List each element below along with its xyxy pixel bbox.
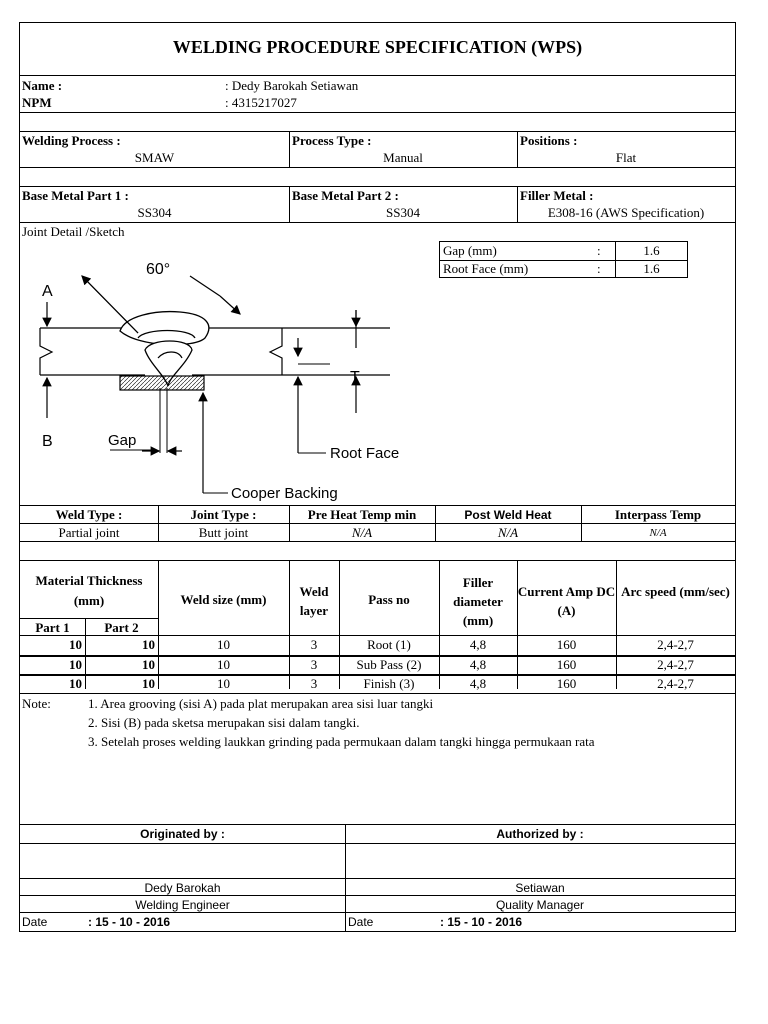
gap-sketch-label: Gap [108,432,137,449]
base-metal-1-value: SS304 [137,205,172,220]
joint-type-header: Joint Type : [190,507,257,522]
row3-layer: 3 [310,676,318,691]
copper-backing [120,376,204,390]
weld-type-value: Partial joint [58,525,120,540]
row1-arc: 2,4-2,7 [657,637,694,652]
authorized-by-label: Authorized by : [496,827,584,841]
bevel-line-right [220,296,240,314]
row2-layer: 3 [310,657,318,672]
originated-date: : 15 - 10 - 2016 [88,915,171,929]
page-title: WELDING PROCEDURE SPECIFICATION (WPS) [172,37,583,57]
name-label: Name : [22,78,63,93]
side-b-label: B [42,433,53,450]
positions-label: Positions : [520,133,578,148]
divider [20,843,735,844]
row2-size: 10 [217,657,230,672]
welding-process-value: SMAW [134,150,175,165]
row2-part1: 10 [69,657,82,672]
note-item-3: 3. Setelah proses welding laukkan grinding pada permukaan dalam tangki hingga permukaan rata [88,734,595,749]
weld-type-header: Weld Type : [55,507,123,522]
divider [20,523,735,524]
note-item-1: 1. Area grooving (sisi A) pada plat merupakan area sisi luar tangki [88,696,434,711]
row1-layer: 3 [310,637,318,652]
row3-pass: Finish (3) [363,676,415,691]
row1-size: 10 [217,637,230,652]
name-value: : Dedy Barokah Setiawan [225,78,359,93]
row2-part2: 10 [142,657,155,672]
current-amp-header: Current Amp DC (A) [517,584,616,618]
right-plate [192,328,390,375]
row3-size: 10 [217,676,230,691]
row3-current: 160 [556,676,577,691]
bevel-line-right-upper [190,276,220,296]
filler-metal-value: E308-16 (AWS Specification) [547,205,705,220]
npm-label: NPM [22,95,52,110]
pass-no-header: Pass no [368,592,410,607]
side-a-label: A [42,283,53,300]
base-metal-2-label: Base Metal Part 2 : [292,188,399,203]
joint-sketch [20,238,420,506]
rootface-separator: : [597,261,601,276]
gap-value: 1.6 [643,243,660,258]
joint-type-value: Butt joint [198,525,249,540]
backing-label: Cooper Backing [231,485,338,502]
filler-metal-label: Filler Metal : [520,188,594,203]
originated-by-label: Originated by : [140,827,225,841]
gap-rootface-table [439,241,688,278]
row3-filler: 4,8 [469,676,487,691]
process-type-label: Process Type : [292,133,372,148]
joint-detail-label: Joint Detail /Sketch [22,224,125,239]
interpass-header: Interpass Temp [614,507,702,522]
rootface-value: 1.6 [643,261,660,276]
row1-current: 160 [556,637,577,652]
postweld-value: N/A [497,525,519,540]
divider [20,131,735,132]
divider [20,878,735,879]
authorized-date-label: Date [348,915,374,929]
divider [20,824,735,825]
material-thickness-header: Material Thickness (mm) [35,573,143,608]
interpass-value: N/A [649,527,667,539]
divider [20,186,735,187]
row1-filler: 4,8 [469,637,487,652]
row1-part1: 10 [69,637,82,652]
weld-layer-header: Weld layer [299,584,329,618]
postweld-header: Post Weld Heat [464,508,552,522]
row3-arc: 2,4-2,7 [657,676,694,691]
weld-size-header: Weld size (mm) [180,592,267,607]
welding-process-label: Welding Process : [22,133,121,148]
divider [20,112,735,113]
wps-form [19,22,736,932]
row2-arc: 2,4-2,7 [657,657,694,672]
authorized-date: : 15 - 10 - 2016 [440,915,523,929]
npm-value: : 4315217027 [225,95,297,110]
divider [20,167,735,168]
divider [20,75,735,76]
divider [20,693,735,694]
arc-speed-header: Arc speed (mm/sec) [621,584,730,599]
preheat-header: Pre Heat Temp min [307,507,417,522]
authorizer-role: Quality Manager [495,898,585,912]
positions-value: Flat [615,150,637,165]
row1-part2: 10 [142,637,155,652]
filler-diameter-header: Filler diameter (mm) [453,575,503,628]
root-face-label: Root Face [330,445,400,462]
angle-label: 60° [146,261,171,278]
rootface-label: Root Face (mm) [443,261,529,276]
part2-header: Part 2 [104,620,139,635]
divider [20,541,735,542]
part1-header: Part 1 [35,620,70,635]
preheat-value: N/A [351,525,373,540]
authorizer-name: Setiawan [515,881,565,895]
divider [20,618,158,619]
row1-pass: Root (1) [367,637,411,652]
thickness-label: T [350,369,360,386]
row2-pass: Sub Pass (2) [356,657,422,672]
divider [20,560,735,561]
originator-role: Welding Engineer [135,898,230,912]
base-metal-2-value: SS304 [386,205,420,220]
process-type-value: Manual [383,150,423,165]
note-label: Note: [22,696,51,711]
base-metal-1-label: Base Metal Part 1 : [22,188,129,203]
divider [20,505,735,506]
row3-part2: 10 [142,676,155,691]
row3-part1: 10 [69,676,82,691]
originator-name: Dedy Barokah [144,881,221,895]
note-item-2: 2. Sisi (B) pada sketsa merupakan sisi dalam tangki. [88,715,360,730]
bevel-arrow-left [82,276,138,333]
gap-separator: : [597,243,601,258]
divider [20,222,735,223]
row2-current: 160 [556,657,577,672]
gap-label: Gap (mm) [443,243,497,258]
originated-date-label: Date [22,915,48,929]
row2-filler: 4,8 [469,657,487,672]
